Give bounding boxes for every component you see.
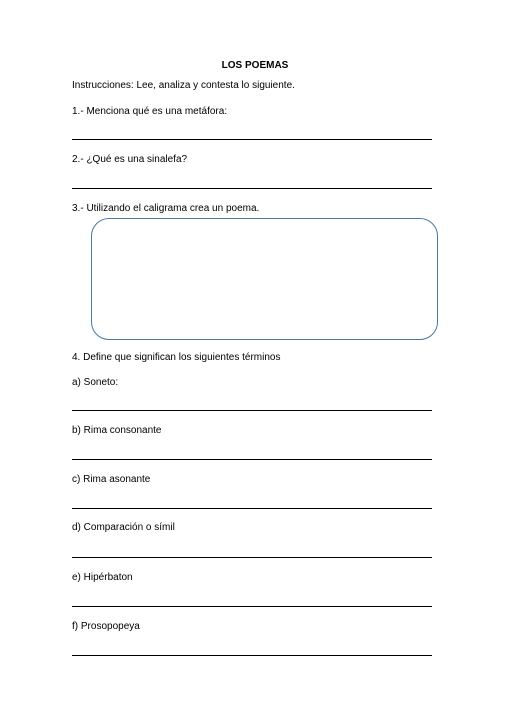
term-hiperbaton: e) Hipérbaton [72,572,133,583]
question-1: 1.- Menciona qué es una metáfora: [72,106,228,117]
answer-line-rima-consonante[interactable] [72,459,432,460]
question-2: 2.- ¿Qué es una sinalefa? [72,154,188,165]
term-soneto: a) Soneto: [72,377,119,388]
question-3: 3.- Utilizando el caligrama crea un poema. [72,203,260,214]
answer-line-soneto[interactable] [72,410,432,411]
term-rima-consonante: b) Rima consonante [72,425,162,436]
answer-line-1[interactable] [72,139,432,140]
answer-line-comparacion[interactable] [72,557,432,558]
instructions-text: Instrucciones: Lee, analiza y contesta lo siguiente. [72,80,295,91]
term-prosopopeya: f) Prosopopeya [72,621,140,632]
page-title: LOS POEMAS [221,60,289,71]
answer-line-2[interactable] [72,188,432,189]
term-comparacion: d) Comparación o símil [72,522,175,533]
question-4: 4. Define que significan los siguientes términos [72,352,281,363]
term-rima-asonante: c) Rima asonante [72,474,151,485]
calligram-drawing-box[interactable] [91,218,438,340]
answer-line-prosopopeya[interactable] [72,655,432,656]
answer-line-hiperbaton[interactable] [72,606,432,607]
answer-line-rima-asonante[interactable] [72,508,432,509]
